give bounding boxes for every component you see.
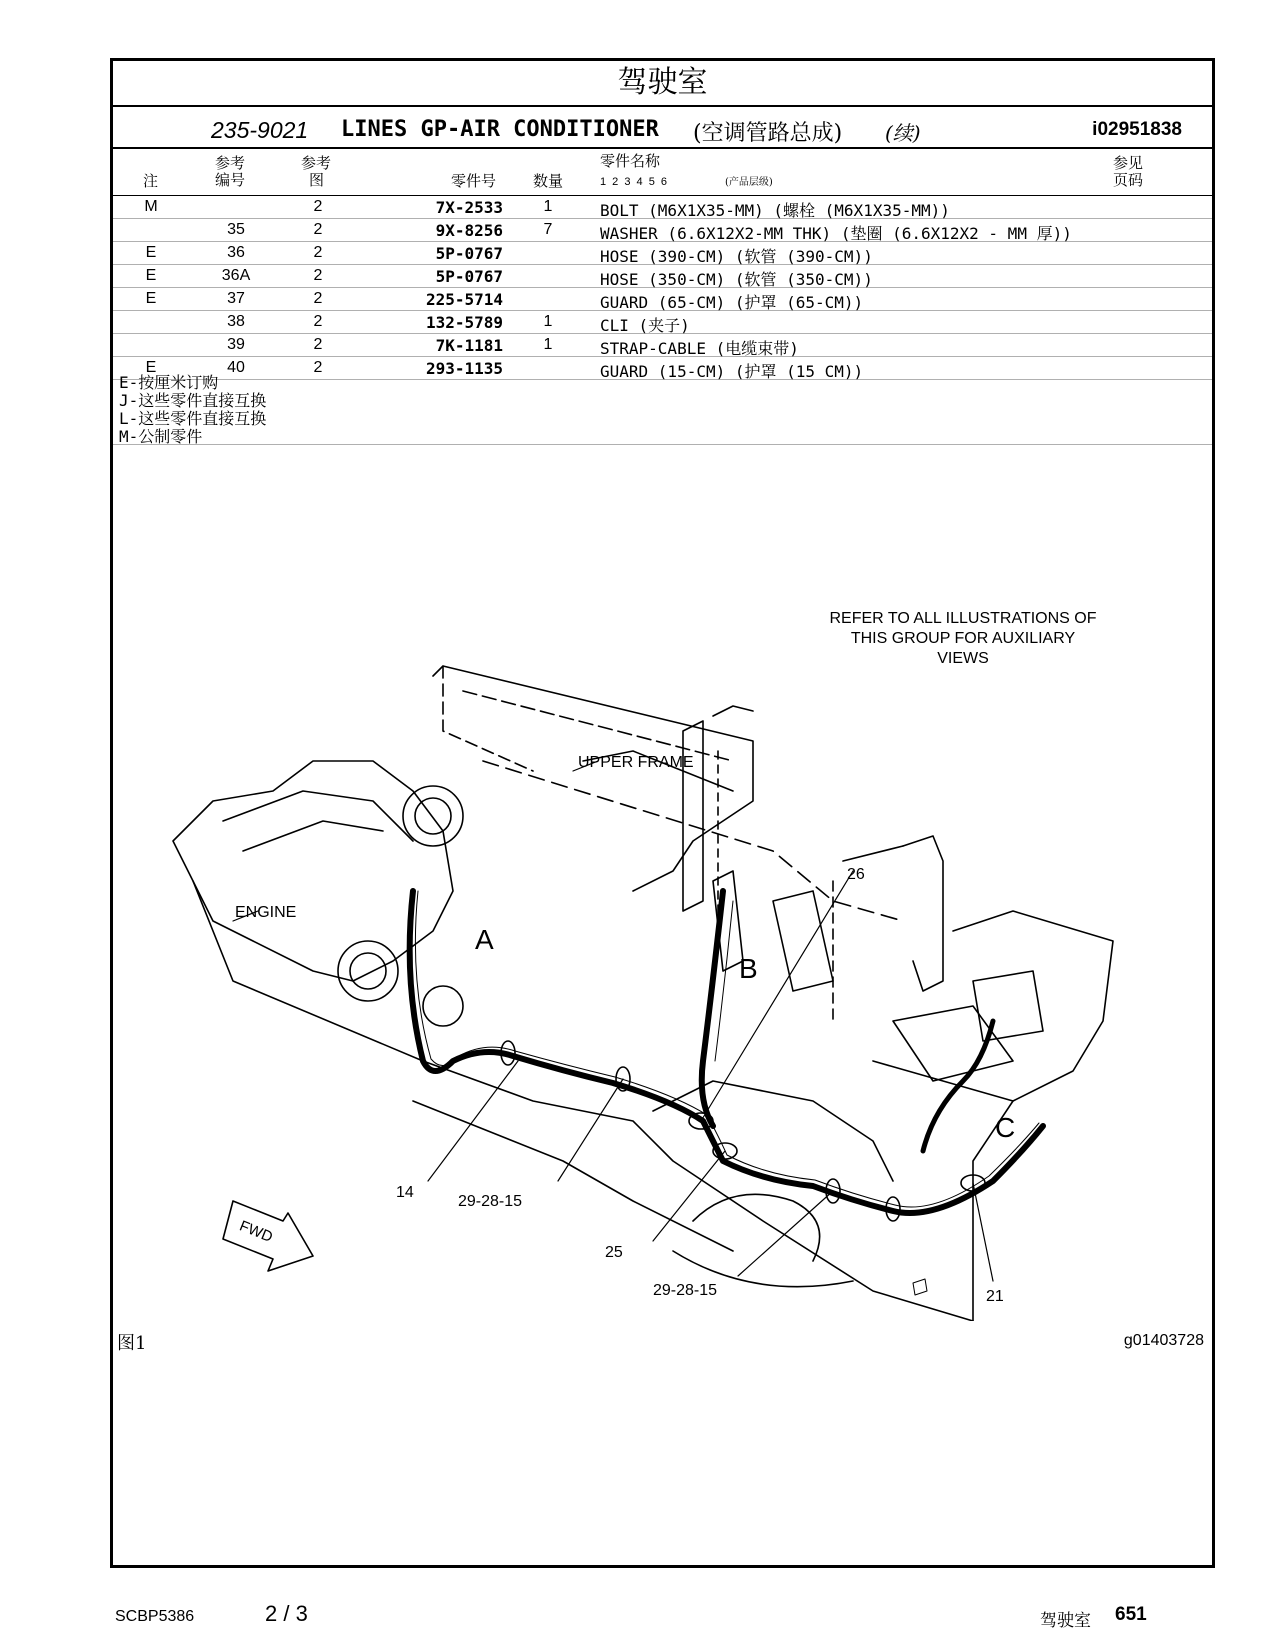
- cell-part-number[interactable]: 5P-0767: [435, 267, 503, 286]
- cell-note: E: [145, 290, 157, 307]
- label-upper-frame: UPPER FRAME: [578, 754, 694, 771]
- header-see-page-2: 页码: [1113, 171, 1144, 189]
- cell-part-number[interactable]: 9X-8256: [435, 221, 503, 240]
- refer-line-1: REFER TO ALL ILLUSTRATIONS OF: [829, 610, 1097, 627]
- ac-lines-illustration: [113, 461, 1212, 1321]
- cell-fig: 2: [313, 313, 323, 330]
- cell-ref: 37: [227, 290, 245, 307]
- cell-description: GUARD (15-CM) (护罩 (15 CM)): [600, 362, 864, 381]
- callout-14: 14: [396, 1184, 414, 1201]
- cell-ref: 35: [227, 221, 245, 238]
- cell-fig: 2: [313, 221, 323, 238]
- callout-21: 21: [986, 1288, 1004, 1305]
- cell-description: WASHER (6.6X12X2-MM THK) (垫圈 (6.6X12X2 - MM 厚)): [600, 224, 1072, 243]
- label-view-a: A: [475, 924, 494, 955]
- table-row: [113, 196, 1212, 219]
- cell-note: E: [145, 267, 157, 284]
- refer-line-2: THIS GROUP FOR AUXILIARY VIEWS: [850, 630, 1076, 667]
- header-part-no: 零件号: [451, 172, 497, 190]
- cell-qty: 7: [543, 221, 553, 238]
- table-row: [113, 219, 1212, 242]
- label-fwd: FWD: [237, 1217, 276, 1246]
- table-row: [113, 242, 1212, 265]
- footer-doc-code: SCBP5386: [115, 1608, 195, 1625]
- cell-fig: 2: [313, 198, 323, 215]
- table-row: [113, 265, 1212, 288]
- parts-table: [113, 196, 1212, 380]
- callout-26: 26: [847, 866, 865, 883]
- label-view-b: B: [739, 953, 758, 984]
- doc-id: i02951838: [1092, 119, 1182, 140]
- header-ref-fig-2: 图: [309, 171, 325, 189]
- upper-frame-outline: [433, 666, 753, 891]
- cell-part-number[interactable]: 7K-1181: [435, 336, 503, 355]
- cell-ref: 40: [227, 359, 245, 376]
- note-m: M-公制零件: [119, 427, 203, 446]
- cell-description: HOSE (390-CM) (软管 (390-CM)): [600, 247, 873, 266]
- header-qty: 数量: [533, 172, 564, 190]
- header-see-page-1: 参见: [1113, 154, 1144, 172]
- notes-divider: [113, 444, 1212, 445]
- table-row: [113, 334, 1212, 357]
- figure-id: g01403728: [1123, 1332, 1204, 1349]
- cell-description: HOSE (350-CM) (软管 (350-CM)): [600, 270, 873, 289]
- cell-part-number[interactable]: 5P-0767: [435, 244, 503, 263]
- cell-part-number[interactable]: 7X-2533: [435, 198, 503, 217]
- footer-page-of: 2 / 3: [265, 1601, 308, 1626]
- cell-note: E: [145, 244, 157, 261]
- header-levels-note: (产品层级): [725, 177, 773, 188]
- cell-qty: 1: [543, 313, 553, 330]
- header-part-name: 零件名称: [600, 152, 661, 170]
- cell-description: BOLT (M6X1X35-MM) (螺栓 (M6X1X35-MM)): [600, 201, 950, 220]
- notes-legend: [119, 374, 266, 446]
- label-engine: ENGINE: [235, 904, 297, 921]
- table-header: [113, 151, 1212, 196]
- header-levels: 1 2 3 4 5 6: [600, 176, 667, 188]
- group-header: [113, 107, 1212, 149]
- cell-fig: 2: [313, 290, 323, 307]
- table-row: [113, 288, 1212, 311]
- cell-note: M: [144, 198, 158, 215]
- group-number: 235-9021: [211, 117, 309, 143]
- cell-ref: 39: [227, 336, 245, 353]
- cell-fig: 2: [313, 336, 323, 353]
- cell-qty: 1: [543, 336, 553, 353]
- note-l: L-这些零件直接互换: [119, 409, 267, 428]
- cell-qty: 1: [543, 198, 553, 215]
- callout-25: 25: [605, 1244, 623, 1261]
- callout-29-28-15-a: 29-28-15: [458, 1193, 523, 1210]
- cell-description: GUARD (65-CM) (护罩 (65-CM)): [600, 293, 864, 312]
- cell-fig: 2: [313, 359, 323, 376]
- cell-part-number[interactable]: 293-1135: [425, 359, 503, 378]
- cell-fig: 2: [313, 244, 323, 261]
- cell-fig: 2: [313, 267, 323, 284]
- note-e: E-按厘米订购: [119, 373, 219, 392]
- header-ref-no-2: 编号: [215, 171, 246, 189]
- cell-note: E: [145, 359, 157, 376]
- footer-section: 驾驶室: [1040, 1611, 1091, 1631]
- header-ref-fig-1: 参考: [301, 154, 332, 172]
- group-name: LINES GP-AIR CONDITIONER: [341, 117, 659, 142]
- continued-label: (续): [885, 121, 921, 145]
- label-view-c: C: [995, 1112, 1016, 1143]
- cell-ref: 36: [227, 244, 245, 261]
- table-row: [113, 357, 1212, 380]
- figure-label: 图1: [117, 1333, 147, 1354]
- table-row: [113, 311, 1212, 334]
- callout-29-28-15-b: 29-28-15: [653, 1282, 718, 1299]
- note-j: J-这些零件直接互换: [119, 391, 267, 410]
- cell-description: STRAP-CABLE (电缆束带): [600, 339, 799, 358]
- section-title: 驾驶室: [113, 61, 1212, 107]
- header-note: 注: [143, 172, 159, 190]
- group-name-cn: (空调管路总成): [693, 121, 843, 146]
- cell-part-number[interactable]: 225-5714: [425, 290, 503, 309]
- cell-ref: 38: [227, 313, 245, 330]
- cell-description: CLI (夹子): [600, 316, 690, 335]
- cell-part-number[interactable]: 132-5789: [425, 313, 503, 332]
- footer-page-number: 651: [1115, 1604, 1147, 1625]
- header-ref-no-1: 参考: [215, 154, 246, 172]
- cell-ref: 36A: [221, 267, 251, 284]
- page-frame: [110, 58, 1215, 1568]
